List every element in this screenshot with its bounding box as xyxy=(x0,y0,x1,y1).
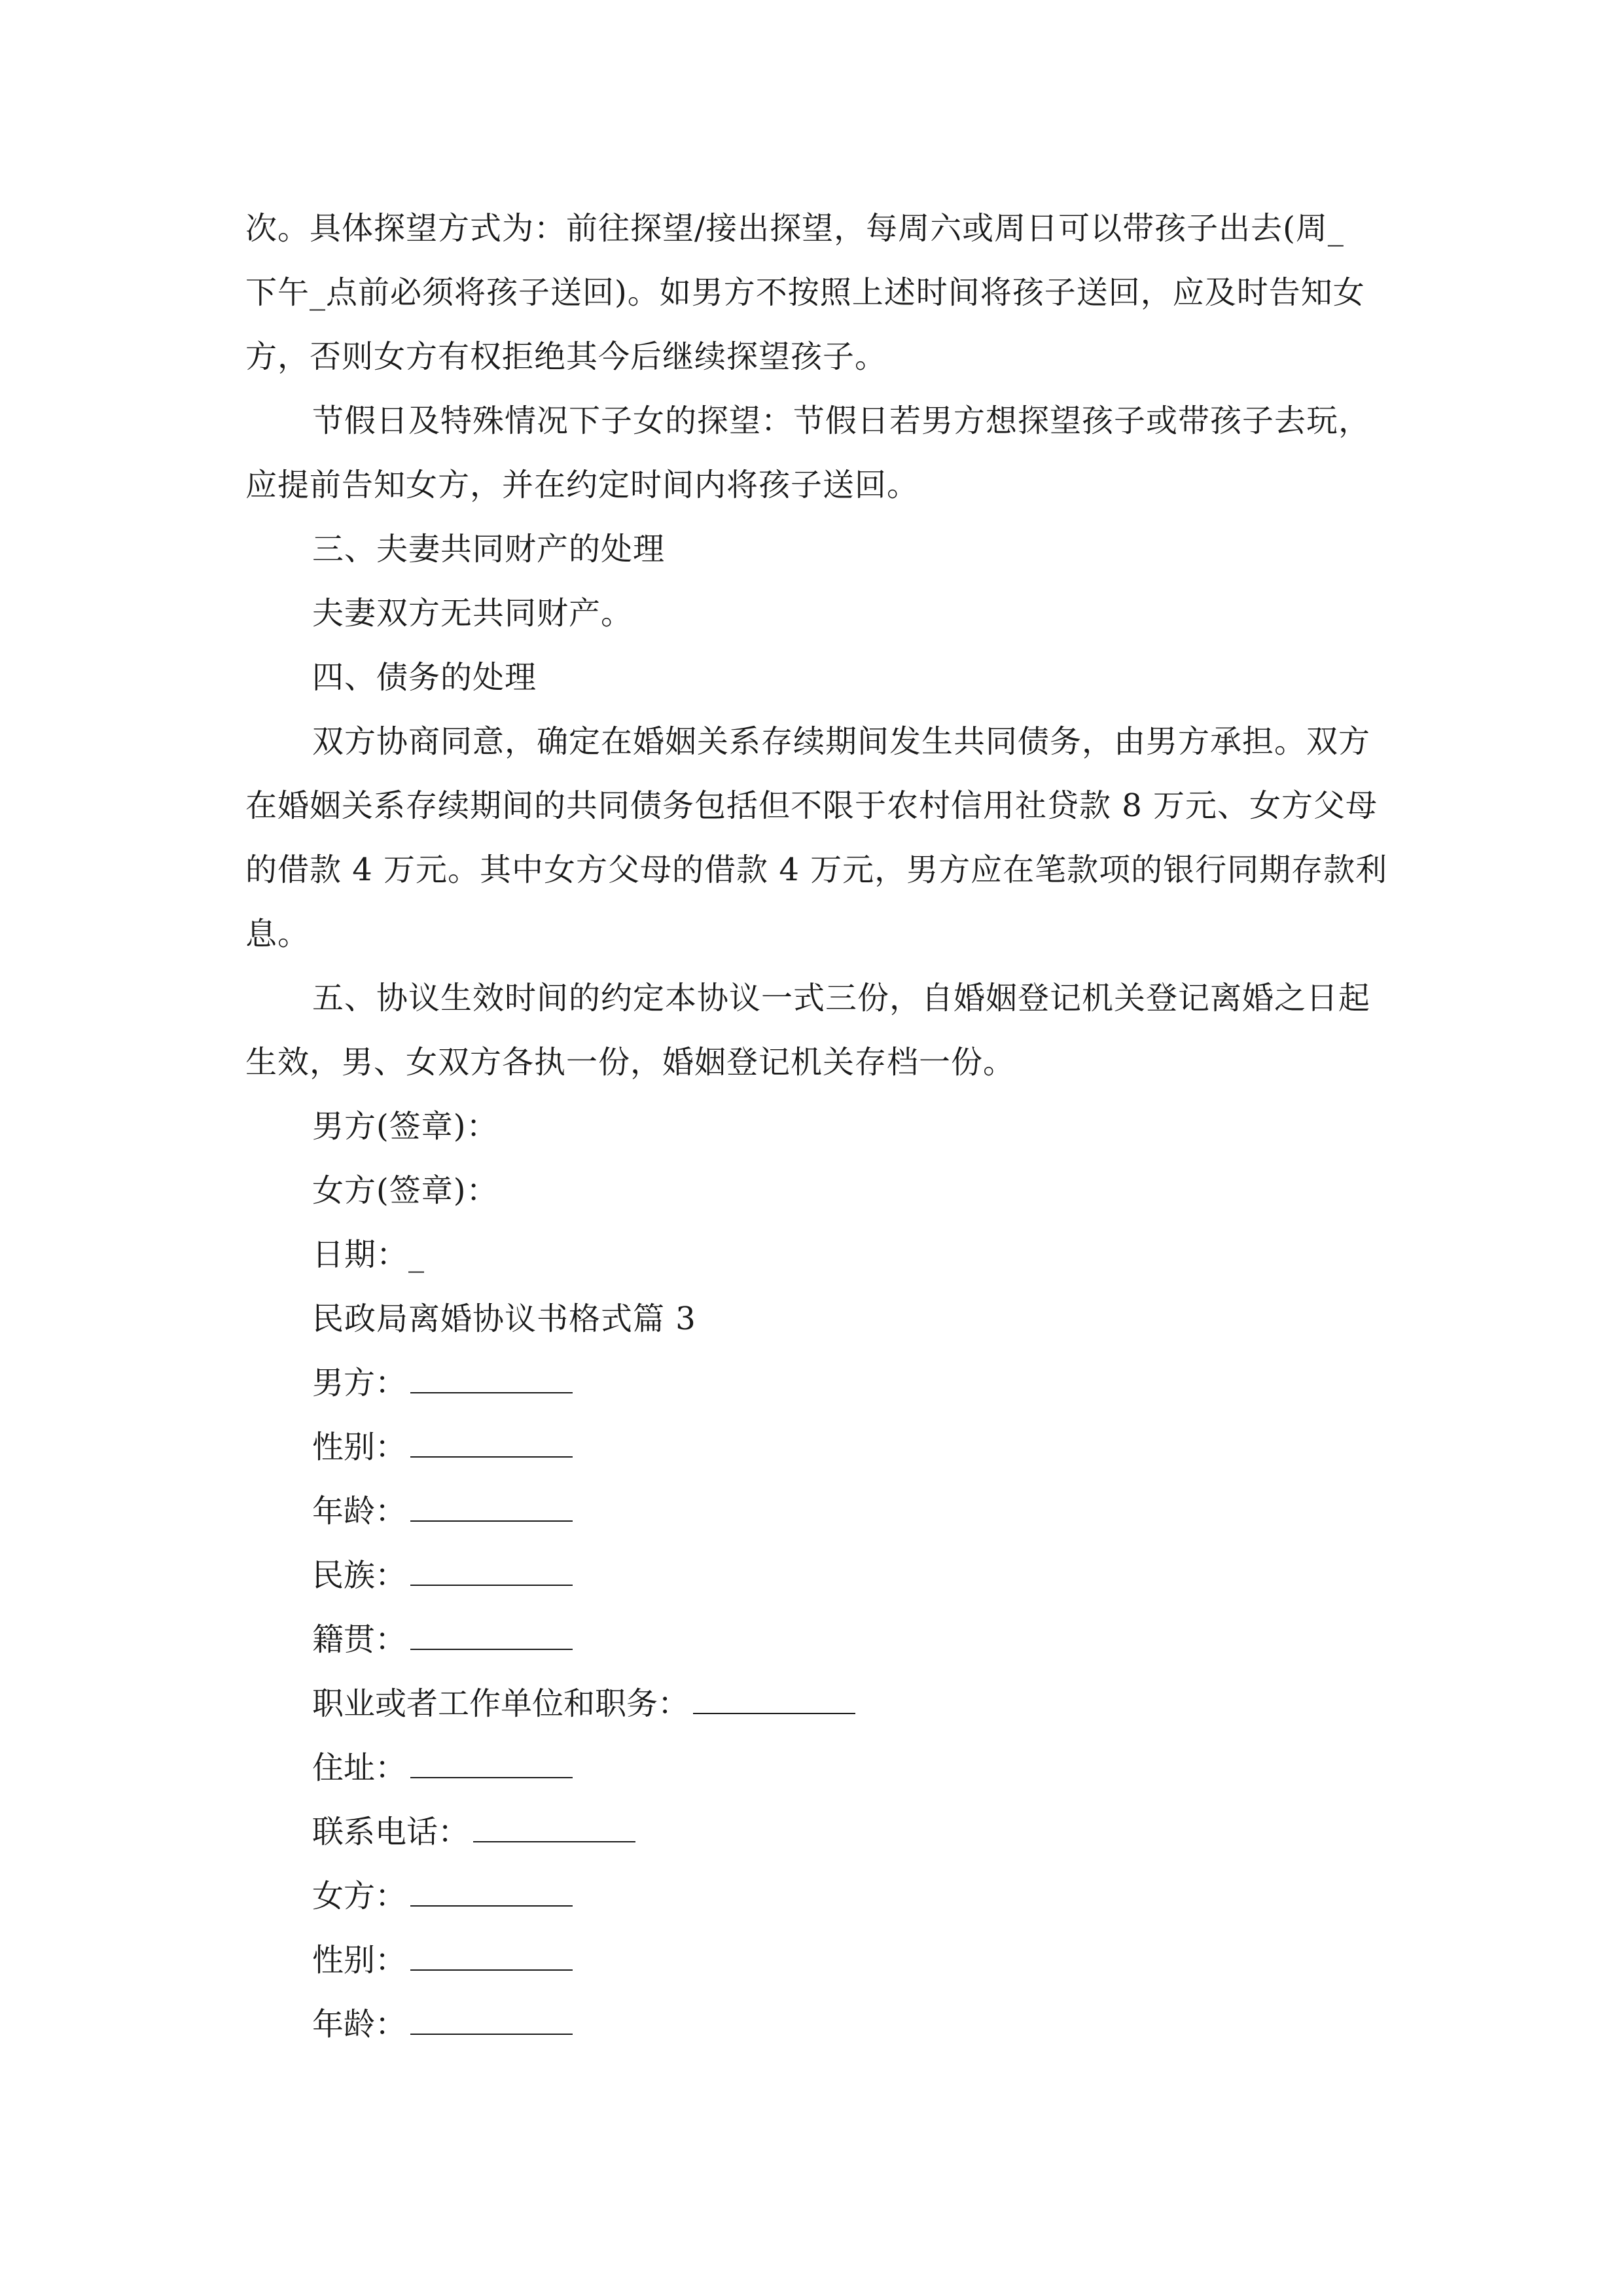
section-5-line: 生效，男、女双方各执一份，婚姻登记机关存档一份。 xyxy=(245,1044,1016,1081)
blank-underline xyxy=(410,1430,573,1458)
field-label: 年龄： xyxy=(312,2006,407,2043)
section-4-line: 在婚姻关系存续期间的共同债务包括但不限于农村信用社贷款 8 万元、女方父母 xyxy=(245,787,1378,824)
blank-underline xyxy=(473,1815,635,1842)
form-field xyxy=(245,1864,1378,1928)
form-field xyxy=(245,1736,1378,1800)
form-field xyxy=(245,1928,1378,1992)
male-signature-label: 男方(签章)： xyxy=(312,1108,499,1145)
section-4-line: 息。 xyxy=(245,916,310,952)
form-field xyxy=(245,1607,1378,1672)
blank-underline xyxy=(410,1623,573,1650)
field-label: 联系电话： xyxy=(312,1814,470,1850)
holiday-visit-line: 应提前告知女方，并在约定时间内将孩子送回。 xyxy=(245,467,919,503)
form-field xyxy=(245,1351,1378,1415)
form-field xyxy=(245,1415,1378,1479)
blank-underline xyxy=(410,1879,573,1907)
field-label: 性别： xyxy=(312,1429,407,1465)
field-label: 男方： xyxy=(312,1365,407,1401)
text-line: 次。具体探望方式为：前往探望/接出探望，每周六或周日可以带孩子出去(周_ xyxy=(245,210,1344,247)
form-field xyxy=(245,1800,1378,1864)
blank-underline xyxy=(410,2007,573,2035)
text-line: 方，否则女方有权拒绝其今后继续探望孩子。 xyxy=(245,338,887,375)
blank-underline xyxy=(410,1558,573,1586)
field-label: 住址： xyxy=(312,1749,407,1786)
form-field xyxy=(245,1543,1378,1607)
section-4-line: 双方协商同意，确定在婚姻关系存续期间发生共同债务，由男方承担。双方 xyxy=(312,723,1371,760)
field-label: 民族： xyxy=(312,1557,407,1594)
section-3-title: 三、夫妻共同财产的处理 xyxy=(312,531,666,567)
section-3-text: 夫妻双方无共同财产。 xyxy=(312,595,633,632)
text-line: 下午_点前必须将孩子送回)。如男方不按照上述时间将孩子送回，应及时告知女 xyxy=(245,274,1365,311)
document-body xyxy=(245,196,1388,2056)
blank-underline xyxy=(410,1751,573,1778)
form-field xyxy=(245,1992,1378,2056)
blank-underline xyxy=(410,1494,573,1522)
next-document-title: 民政局离婚协议书格式篇 3 xyxy=(312,1300,696,1337)
form-field xyxy=(245,1672,1378,1736)
female-signature-label: 女方(签章)： xyxy=(312,1172,499,1209)
field-label: 年龄： xyxy=(312,1493,407,1530)
section-4-line: 的借款 4 万元。其中女方父母的借款 4 万元，男方应在笔款项的银行同期存款利 xyxy=(245,852,1388,888)
holiday-visit-line: 节假日及特殊情况下子女的探望：节假日若男方想探望孩子或带孩子去玩， xyxy=(312,403,1371,439)
blank-underline xyxy=(410,1366,573,1393)
section-5-line: 五、协议生效时间的约定本协议一式三份，自婚姻登记机关登记离婚之日起 xyxy=(312,980,1371,1016)
form-field xyxy=(245,1479,1378,1543)
blank-underline xyxy=(410,1943,573,1971)
section-4-title: 四、债务的处理 xyxy=(312,659,537,696)
field-label: 女方： xyxy=(312,1878,407,1914)
field-label: 籍贯： xyxy=(312,1621,407,1658)
field-label: 职业或者工作单位和职务： xyxy=(312,1685,690,1722)
field-label: 性别： xyxy=(312,1942,407,1979)
blank-underline xyxy=(693,1687,855,1714)
date-label: 日期：_ xyxy=(312,1236,425,1273)
